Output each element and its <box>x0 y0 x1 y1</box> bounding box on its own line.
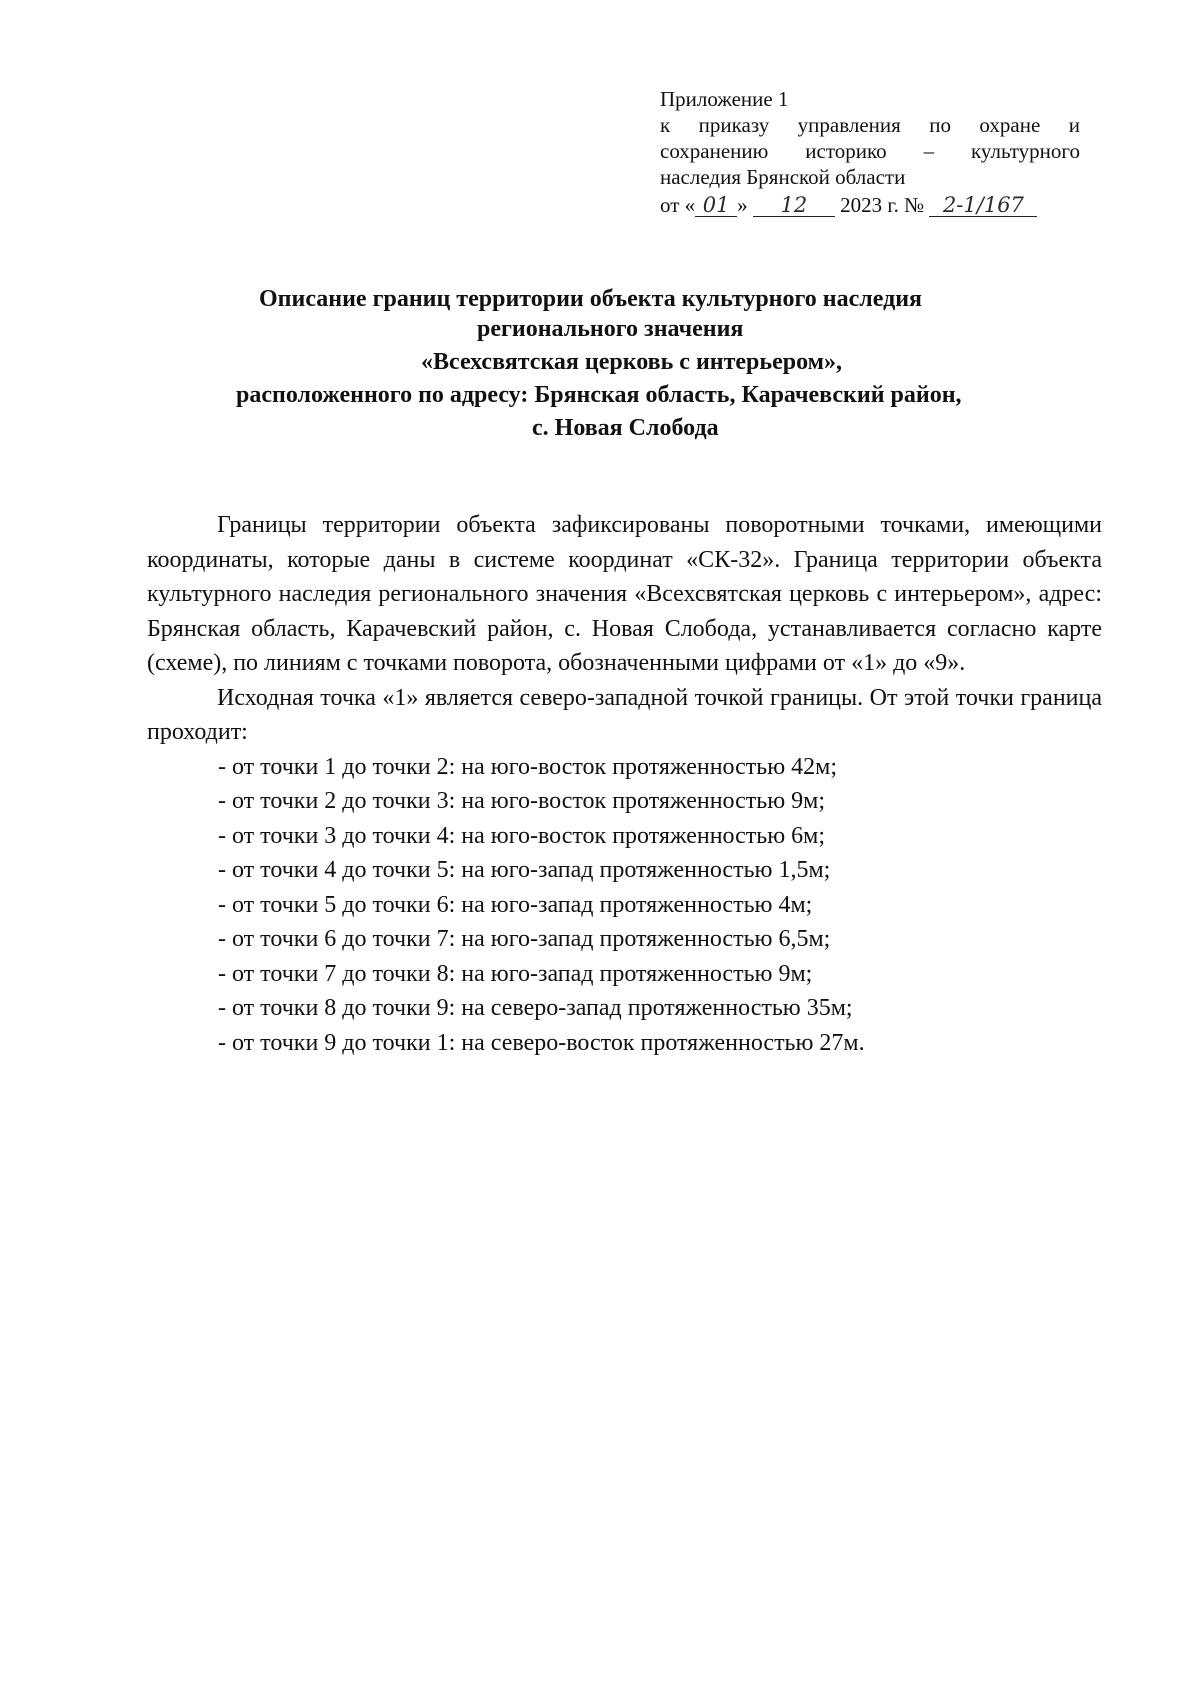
list-item: - от точки 5 до точки 6: на юго-запад протяженностью 4м; <box>218 891 813 918</box>
list-item: - от точки 8 до точки 9: на северо-запад протяженностью 35м; <box>218 995 853 1021</box>
appendix-line-2: сохранению историко – культурного <box>660 139 1080 163</box>
date-year: 2023 г. № <box>840 193 925 217</box>
appendix-line-1: к приказу управления по охране и <box>660 113 1080 137</box>
document-body <box>147 508 1102 1060</box>
list-item: - от точки 3 до точки 4: на юго-восток протяженностью 6м; <box>218 822 826 849</box>
title-line-4: расположенного по адресу: Брянская область, Карачевский район, <box>236 382 962 408</box>
title-line-5: с. Новая Слобода <box>532 415 719 441</box>
list-item: - от точки 9 до точки 1: на северо-восток протяженностью 27м. <box>218 1029 865 1056</box>
list-item: - от точки 6 до точки 7: на юго-запад протяженностью 6,5м; <box>218 926 831 952</box>
list-item: - от точки 1 до точки 2: на юго-восток протяженностью 42м; <box>218 753 838 780</box>
list-item: - от точки 2 до точки 3: на юго-восток протяженностью 9м; <box>218 788 826 814</box>
title-line-2: регионального значения <box>477 316 744 342</box>
title-line-3: «Всехсвятская церковь с интерьером», <box>421 349 842 375</box>
appendix-label: Приложение 1 <box>660 87 789 111</box>
list-item: - от точки 7 до точки 8: на юго-запад протяженностью 9м; <box>218 960 813 987</box>
paragraph-boundaries: Границы территории объекта зафиксированы поворотными точками, имеющими координаты, которые даны в системе координат «СК-32». Граница территории объекта культурного наследия регионального значения «Всехсвятская церковь с интерьером», адрес: Брянская область, Карачевский район, с. Новая Слобода, устанавливается согласно карте (схеме), по линиям с точками поворота, обозначенными цифрами от «1» до «9». <box>147 512 1102 676</box>
paragraph-starting-point: Исходная точка «1» является северо-западной точкой границы. От этой точки граница проходит: <box>147 684 1102 745</box>
appendix-header <box>660 86 1080 218</box>
date-prefix: от « <box>660 193 696 217</box>
appendix-line-3: наследия Брянской области <box>660 165 906 189</box>
list-item: - от точки 4 до точки 5: на юго-запад протяженностью 1,5м; <box>218 857 831 883</box>
date-mid: » <box>737 193 748 217</box>
handwritten-day: 01 <box>695 194 737 217</box>
boundary-segments-list <box>147 750 1102 1061</box>
title-line-1: Описание границ территории объекта культурного наследия <box>259 286 923 312</box>
handwritten-month: 12 <box>753 194 835 217</box>
order-date-line <box>660 192 1080 218</box>
handwritten-order-number: 2-1/167 <box>929 194 1037 217</box>
